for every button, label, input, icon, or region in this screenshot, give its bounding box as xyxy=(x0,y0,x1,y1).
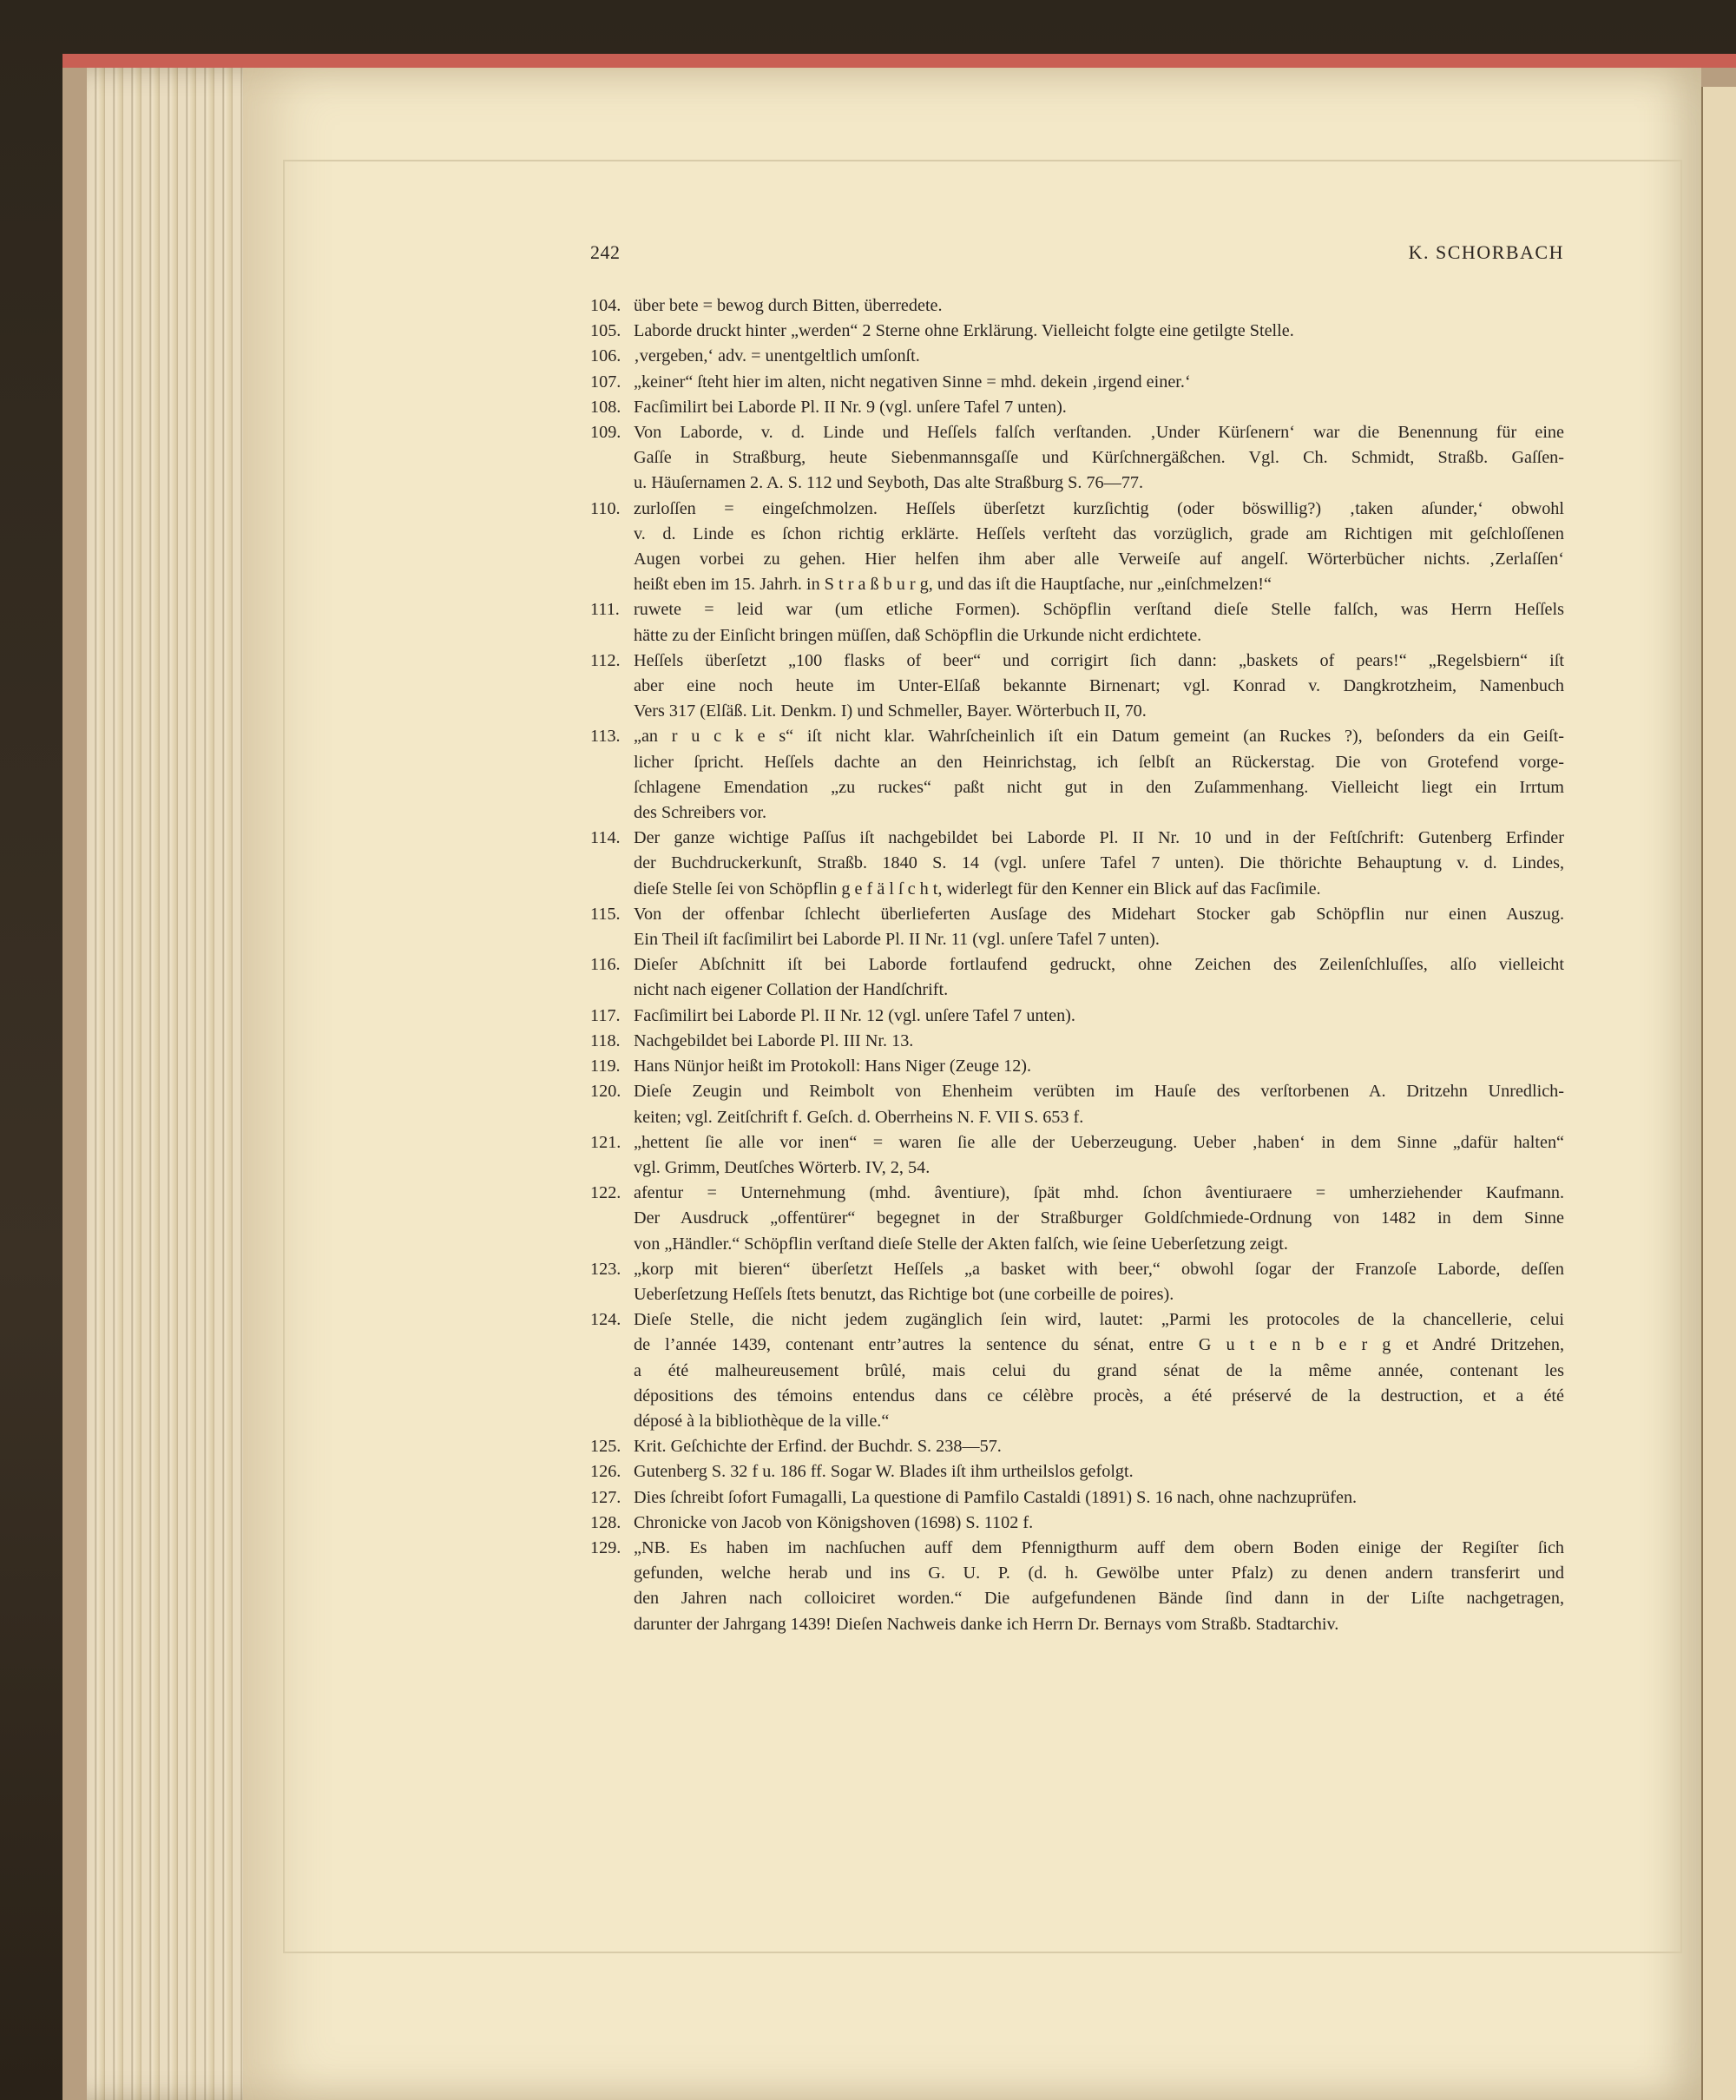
endnote-line: aber eine noch heute im Unter-Elſaß bekannte Birnenart; vgl. Konrad v. Dangkrotzheim, Namenbuch xyxy=(634,676,1564,696)
endnote xyxy=(590,724,1564,826)
endnote xyxy=(590,344,1564,369)
endnote-number: 110. xyxy=(590,498,621,518)
endnote-line: Von Laborde, v. d. Linde und Heſſels falſch verſtanden. ‚Under Kürſenern‘ war die Benennung für eine xyxy=(634,423,1564,443)
endnote xyxy=(590,370,1564,395)
endnote xyxy=(590,826,1564,902)
endnote xyxy=(590,1511,1564,1536)
endnote-line: „hettent ſie alle vor inen“ = waren ſie alle der Ueberzeugung. Ueber ‚haben‘ in dem Sinne „dafür halten“ xyxy=(634,1132,1564,1152)
endnote-line: Ein Theil iſt facſimilirt bei Laborde Pl. II Nr. 11 (vgl. unſere Tafel 7 unten). xyxy=(634,930,1160,950)
endnote-line: vgl. Grimm, Deutſches Wörterb. IV, 2, 54. xyxy=(634,1157,930,1177)
endnote-line: dieſe Stelle ſei von Schöpflin g e f ä l ſ c h t, widerlegt für den Kenner ein Blick auf das Facſimile. xyxy=(634,879,1321,899)
endnote-number: 114. xyxy=(590,828,621,848)
running-head xyxy=(590,241,1564,267)
endnote xyxy=(590,1434,1564,1459)
endnote-line: a été malheureusement brûlé, mais celui du grand sénat de la même année, contenant les xyxy=(634,1360,1564,1380)
endnote-number: 105. xyxy=(590,321,621,341)
endnote-line: u. Häuſernamen 2. A. S. 112 und Seyboth, Das alte Straßburg S. 76—77. xyxy=(634,473,1144,493)
endnote-line: keiten; vgl. Zeitſchrift f. Geſch. d. Oberrheins N. F. VII S. 653 f. xyxy=(634,1107,1084,1127)
endnote xyxy=(590,420,1564,497)
endnote-line: de l’année 1439, contenant entr’autres la sentence du sénat, entre G u t e n b e r g et André Dritzehen, xyxy=(634,1335,1564,1355)
endnote xyxy=(590,1181,1564,1257)
endnote-line: Von der offenbar ſchlecht überlieferten Ausſage des Midehart Stocker gab Schöpflin nur einen Auszug. xyxy=(634,904,1564,924)
facing-page-edge xyxy=(1701,87,1736,2100)
endnote-line: „NB. Es haben im nachſuchen auff dem Pfennigthurm auff dem obern Boden einige der Regiſter ſich xyxy=(634,1537,1564,1557)
endnote-line: des Schreibers vor. xyxy=(634,803,767,823)
endnote-number: 127. xyxy=(590,1487,621,1507)
endnote-number: 118. xyxy=(590,1030,621,1050)
endnote xyxy=(590,1459,1564,1484)
endnote xyxy=(590,1029,1564,1054)
endnote xyxy=(590,1307,1564,1434)
endnote-line: Facſimilirt bei Laborde Pl. II Nr. 12 (vgl. unſere Tafel 7 unten). xyxy=(634,1005,1075,1025)
endnote xyxy=(590,1536,1564,1637)
endnote-line: „korp mit bieren“ überſetzt Heſſels „a basket with beer,“ obwohl ſogar der Franzoſe Laborde, deſſen xyxy=(634,1259,1564,1279)
endnote-number: 129. xyxy=(590,1537,621,1557)
endnote xyxy=(590,1130,1564,1181)
endnote-line: Ueberſetzung Heſſels ſtets benutzt, das Richtige bot (une corbeille de poires). xyxy=(634,1284,1174,1304)
endnote-line: ruwete = leid war (um etliche Formen). Schöpflin verſtand dieſe Stelle falſch, was Herrn Heſſels xyxy=(634,600,1564,620)
endnote-line: Nachgebildet bei Laborde Pl. III Nr. 13. xyxy=(634,1030,914,1050)
endnote-line: hätte zu der Einſicht bringen müſſen, daß Schöpflin die Urkunde nicht erdichtete. xyxy=(634,625,1202,645)
endnote-line: zurloſſen = eingeſchmolzen. Heſſels überſetzt kurzſichtig (oder böswillig?) ‚taken aſunder,‘ obwohl xyxy=(634,498,1564,518)
endnote-line: Dieſe Stelle, die nicht jedem zugänglich ſein wird, lautet: „Parmi les protocoles de la chancellerie, celui xyxy=(634,1310,1564,1330)
endnote-line: Hans Nünjor heißt im Protokoll: Hans Niger (Zeuge 12). xyxy=(634,1057,1032,1076)
page-number: 242 xyxy=(590,241,621,263)
endnote-line: Der ganze wichtige Paſſus iſt nachgebildet bei Laborde Pl. II Nr. 10 und in der Feſtſchrift: Gutenberg Erfinder xyxy=(634,828,1564,848)
endnote-line: v. d. Linde es ſchon richtig erklärte. Heſſels verſteht das vorzüglich, grade am Richtigen mit geſchloſſenen xyxy=(634,523,1564,543)
endnote-number: 123. xyxy=(590,1259,621,1279)
endnote-line: Der Ausdruck „offentürer“ begegnet in der Straßburger Goldſchmiede-Ordnung von 1482 in dem Sinne xyxy=(634,1208,1564,1228)
endnote xyxy=(590,1054,1564,1079)
endnote-line: ‚vergeben,‘ adv. = unentgeltlich umſonſt. xyxy=(634,346,920,366)
endnote-line: ſchlagene Emendation „zu ruckes“ paßt nicht gut in den Zuſammenhang. Vielleicht liegt ein Irrtum xyxy=(634,777,1564,797)
endnote-number: 111. xyxy=(590,600,620,620)
endnote-number: 121. xyxy=(590,1132,621,1152)
endnote-line: „an r u c k e s“ iſt nicht klar. Wahrſcheinlich iſt ein Datum gemeint (an Ruckes ?), beſonders da ein Geiſt- xyxy=(634,727,1564,747)
endnote xyxy=(590,1485,1564,1511)
endnote-number: 125. xyxy=(590,1437,621,1457)
endnote-number: 119. xyxy=(590,1057,621,1076)
endnote-line: Laborde druckt hinter „werden“ 2 Sterne ohne Erklärung. Vielleicht folgte eine getilgte Stelle. xyxy=(634,321,1294,341)
endnote xyxy=(590,1257,1564,1307)
endnote xyxy=(590,902,1564,952)
endnote-line: Chronicke von Jacob von Königshoven (1698) S. 1102 f. xyxy=(634,1512,1034,1532)
endnote-number: 116. xyxy=(590,955,621,975)
endnote xyxy=(590,597,1564,648)
endnote-line: Dieſer Abſchnitt iſt bei Laborde fortlaufend gedruckt, ohne Zeichen des Zeilenſchluſſes, alſo vielleicht xyxy=(634,955,1564,975)
endnote-number: 126. xyxy=(590,1462,621,1482)
endnote-number: 113. xyxy=(590,727,621,747)
endnote-line: über bete = bewog durch Bitten, überredete. xyxy=(634,296,943,315)
endnote-line: „keiner“ ſteht hier im alten, nicht negativen Sinne = mhd. dekein ‚irgend einer.‘ xyxy=(634,372,1191,392)
endnote-number: 120. xyxy=(590,1082,621,1102)
endnote-number: 106. xyxy=(590,346,621,366)
endnote-number: 124. xyxy=(590,1310,621,1330)
endnote-line: licher ſpricht. Heſſels dachte an den Heinrichstag, ich ſelbſt an Rückerstag. Die von Grotefend vorge- xyxy=(634,752,1564,772)
endnote-line: heißt eben im 15. Jahrh. in S t r a ß b u r g, und das iſt die Hauptſache, nur „einſchmelzen!“ xyxy=(634,575,1272,595)
endnote-line: darunter der Jahrgang 1439! Dieſen Nachweis danke ich Herrn Dr. Bernays vom Straßb. Stadtarchiv. xyxy=(634,1614,1339,1634)
endnote-number: 122. xyxy=(590,1183,621,1203)
endnote-number: 128. xyxy=(590,1512,621,1532)
endnote-line: Heſſels überſetzt „100 flasks of beer“ und corrigirt ſich dann: „baskets of pears!“ „Regelsbiern“ iſt xyxy=(634,650,1564,670)
endnote-number: 107. xyxy=(590,372,621,392)
endnote-line: déposé à la bibliothèque de la ville.“ xyxy=(634,1411,890,1431)
endnote-line: Krit. Geſchichte der Erfind. der Buchdr. S. 238—57. xyxy=(634,1437,1002,1457)
endnote xyxy=(590,1004,1564,1029)
endnote-number: 109. xyxy=(590,423,621,443)
endnote-line: Vers 317 (Elſäß. Lit. Denkm. I) und Schmeller, Bayer. Wörterbuch II, 70. xyxy=(634,701,1147,721)
endnote xyxy=(590,293,1564,319)
endnote-line: dépositions des témoins entendus dans ce célèbre procès, a été préservé de la destruction, et a été xyxy=(634,1386,1564,1405)
endnote xyxy=(590,497,1564,598)
endnote-line: gefunden, welche herab und ins G. U. P. (d. h. Gewölbe unter Pfalz) zu denen andern transferirt und xyxy=(634,1563,1564,1583)
endnote-number: 112. xyxy=(590,650,621,670)
cover-edge-red xyxy=(62,54,1736,68)
endnote-line: Augen vorbei zu gehen. Hier helfen ihm aber alle Verweiſe auf angelſ. Wörterbücher nichts. ‚Zerlaſſen‘ xyxy=(634,550,1564,569)
endnote-line: von „Händler.“ Schöpflin verſtand dieſe Stelle der Akten falſch, wie ſeine Ueberſetzung zeigt. xyxy=(634,1234,1288,1254)
endnote-line: den Jahren nach colloiciret worden.“ Die aufgefundenen Bände ſind dann in der Liſte nachgetragen, xyxy=(634,1589,1564,1609)
endnote xyxy=(590,1079,1564,1129)
endnote xyxy=(590,648,1564,725)
endnote-number: 117. xyxy=(590,1005,621,1025)
endnote xyxy=(590,319,1564,344)
endnote xyxy=(590,395,1564,420)
endnote-number: 108. xyxy=(590,397,621,417)
endnote-line: nicht nach eigener Collation der Handſchrift. xyxy=(634,980,949,1000)
endnote xyxy=(590,952,1564,1003)
endnote-number: 104. xyxy=(590,296,621,315)
endnote-line: Dies ſchreibt ſofort Fumagalli, La questione di Pamfilo Castaldi (1891) S. 16 nach, ohne nachzuprüfen. xyxy=(634,1487,1358,1507)
running-head-author: K. SCHORBACH xyxy=(1408,241,1564,263)
endnote-number: 115. xyxy=(590,904,621,924)
endnote-line: Gaſſe in Straßburg, heute Siebenmannsgaſſe und Kürſchnergäßchen. Vgl. Ch. Schmidt, Straßb. Gaſſen- xyxy=(634,448,1564,468)
endnotes-list xyxy=(590,293,1564,1637)
endnote-line: afentur = Unternehmung (mhd. âventiure), ſpät mhd. ſchon âventiuraere = umherziehender Kaufmann. xyxy=(634,1183,1564,1203)
endnote-line: Gutenberg S. 32 f u. 186 ff. Sogar W. Blades iſt ihm urtheilslos gefolgt. xyxy=(634,1462,1134,1482)
endnote-line: Facſimilirt bei Laborde Pl. II Nr. 9 (vgl. unſere Tafel 7 unten). xyxy=(634,397,1067,417)
endnote-line: der Buchdruckerkunſt, Straßb. 1840 S. 14 (vgl. unſere Tafel 7 unten). Die thörichte Behauptung v. d. Lindes, xyxy=(634,853,1564,873)
endnote-line: Dieſe Zeugin und Reimbolt von Ehenheim verübten im Hauſe des verſtorbenen A. Dritzehn Unredlich- xyxy=(634,1082,1564,1102)
